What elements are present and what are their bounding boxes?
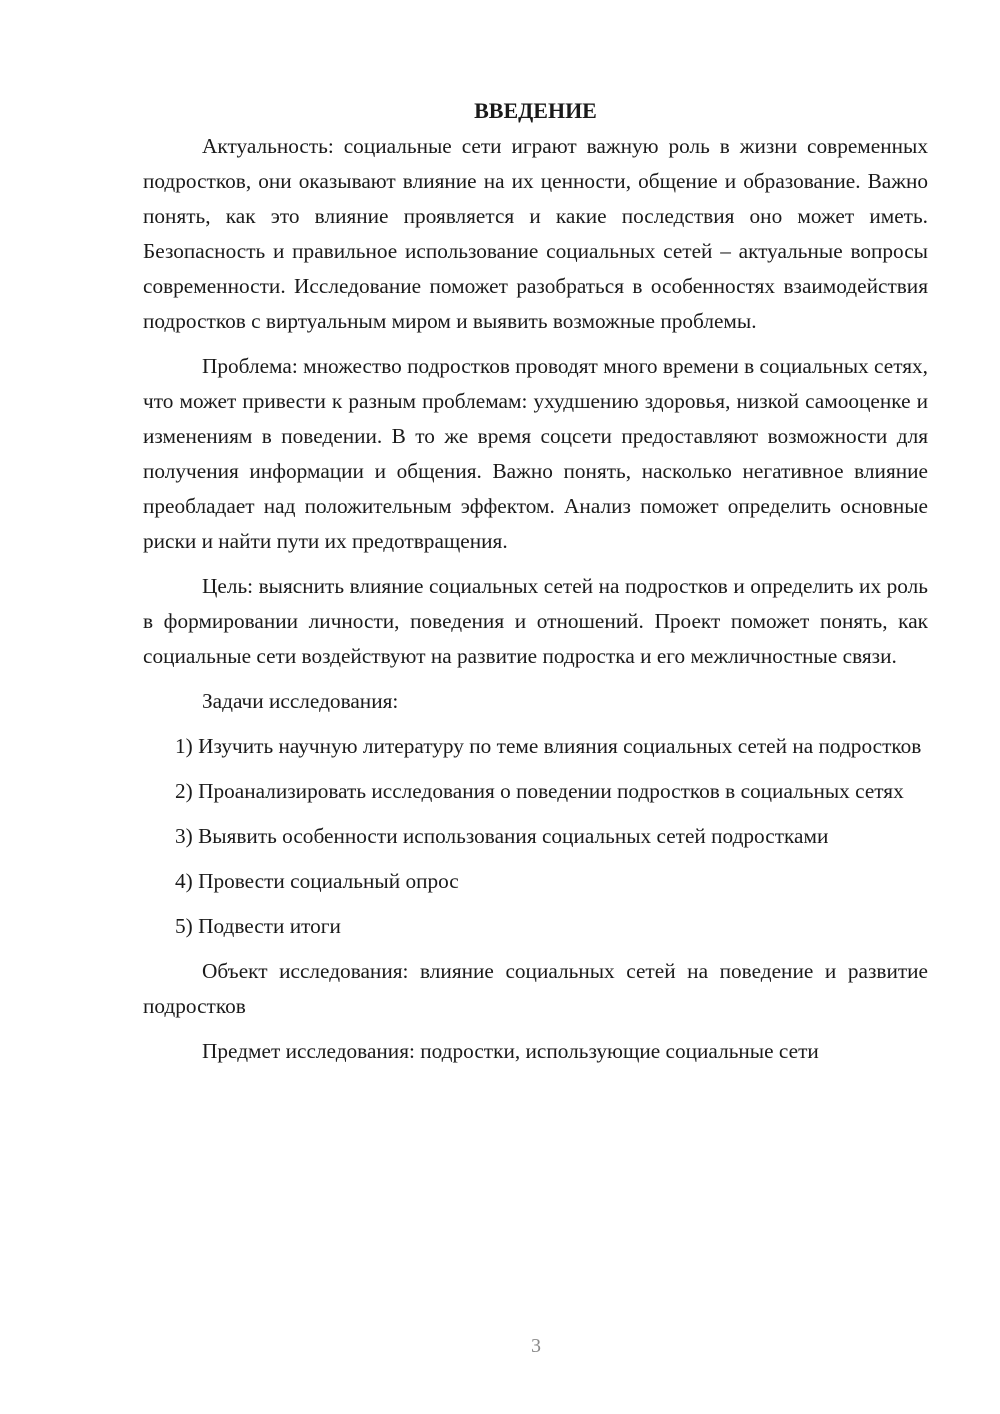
document-page <box>143 93 928 1079</box>
relevance-paragraph: Актуальность: социальные сети играют важную роль в жизни современных подростков, они оказывают влияние на их ценности, общение и образование. Важно понять, как это влияние проявляется и какие последствия оно может иметь. Безопасность и правильное использование социальных сетей – актуальные вопросы современности. Исследование поможет разобраться в особенностях взаимодействия подростков с виртуальным миром и выявить возможные проблемы. <box>143 134 928 333</box>
task-item-5: 5) Подвести итоги <box>175 914 341 938</box>
problem-paragraph: Проблема: множество подростков проводят много времени в социальных сетях, что может привести к разным проблемам: ухудшению здоровья, низкой самооценке и изменениям в поведении. В то же время соцсети предоставляют возможности для получения информации и общения. Важно понять, насколько негативное влияние преобладает над положительным эффектом. Анализ поможет определить основные риски и найти пути их предотвращения. <box>143 354 928 553</box>
page-number: 3 <box>531 1335 541 1357</box>
goal-paragraph: Цель: выяснить влияние социальных сетей на подростков и определить их роль в формировании личности, поведения и отношений. Проект поможет понять, как социальные сети воздействуют на развитие подростка и его межличностные связи. <box>143 574 928 668</box>
task-item-3: 3) Выявить особенности использования социальных сетей подростками <box>175 824 829 848</box>
task-item-2: 2) Проанализировать исследования о поведении подростков в социальных сетях <box>175 779 904 803</box>
subject-paragraph: Предмет исследования: подростки, использующие социальные сети <box>202 1039 819 1063</box>
task-item-1: 1) Изучить научную литературу по теме влияния социальных сетей на подростков <box>175 734 922 758</box>
task-item-4: 4) Провести социальный опрос <box>175 869 459 893</box>
tasks-heading: Задачи исследования: <box>202 689 399 713</box>
section-title: ВВЕДЕНИЕ <box>474 98 597 123</box>
object-paragraph: Объект исследования: влияние социальных сетей на поведение и развитие подростков <box>143 959 928 1018</box>
